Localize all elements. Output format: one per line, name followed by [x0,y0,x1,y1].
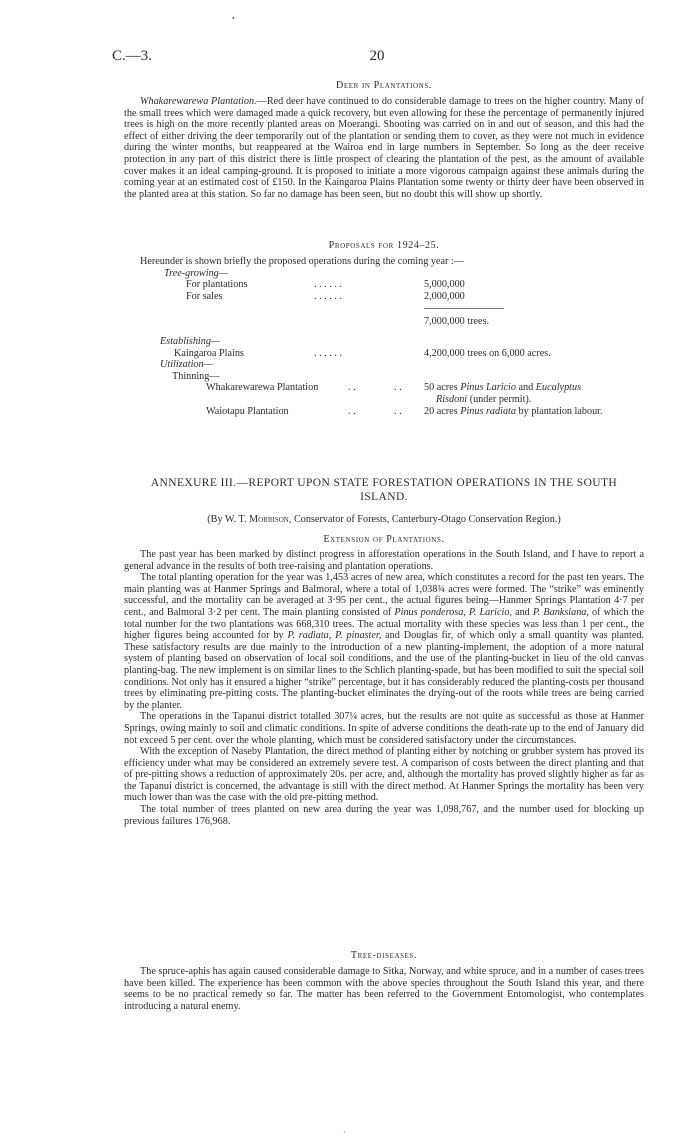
value-part: Pinus radiata [460,405,516,417]
print-dot: · [343,1128,346,1137]
label-kaingaroa: Kaingaroa Plains [174,347,244,359]
value-part: by plantation labour. [515,405,603,417]
section-title-tree-diseases: Tree-diseases. [350,950,418,961]
label-thinning: Thinning— [172,370,220,382]
value-whakarewarewa-cont [436,394,531,406]
row-whakarewarewa [124,382,644,394]
paragraph-extension-1: The past year has been marked by distinct progress in afforestation operations in the South Island, and I have to report a general advance in the results of both tree-raising and plantation operations. [124,549,644,572]
section-extension [124,534,644,827]
label-tree-growing: Tree-growing— [164,267,228,279]
text-part: Pinus ponderosa, P. Laricio, [394,606,512,618]
leader-dots: . . . . . . [314,290,343,302]
value-part: 50 acres [424,382,461,394]
row-waiotapu [124,406,644,418]
proposals-intro: Hereunder is shown briefly the proposed operations during the coming year :— [140,256,464,267]
text-part: and [512,606,533,618]
leader-dots: . . [394,382,402,394]
section-title-proposals: Proposals for 1924–25. [328,240,440,251]
proposals-table [124,256,644,417]
value-total-trees: 7,000,000 trees. [424,316,490,328]
paragraph-extension-4: With the exception of Naseby Plantation, the direct method of planting either by notching or grubber system has proved its efficiency under what may be considered an extremely severe test. A comparison of costs between the direct planting and that of pre-pitting shows a reduction of approximately 20s. per acre, and, although the mortality has proved slightly higher as far as the Tapanui district is concerned, the advantage is still with the direct method. At Hanmer Springs the mortality has been very much lower than was the case with the old pre-pitting method. [124,746,644,804]
label-for-sales: For sales [186,290,223,302]
label-waiotapu: Waiotapu Plantation [206,405,289,417]
row-tree-growing [124,268,644,280]
value-part: and [515,382,536,394]
value-whakarewarewa [424,382,581,394]
value-part: 20 acres [424,405,461,417]
leader-dots: . . [394,405,402,417]
row-whakarewarewa-cont [124,394,644,406]
value-part: Eucalyptus [535,382,582,394]
row-total-rule [124,302,644,316]
spacer [124,328,644,336]
annexure-title-line1: ANNEXURE III.—REPORT UPON STATE FORESTATION OPERATIONS IN THE SOUTH [150,477,618,489]
row-for-sales [124,291,644,303]
label-utilization: Utilization— [160,359,213,371]
lead-whakarewarewa: Whakarewarewa Plantation. [140,96,257,107]
value-kaingaroa: 4,200,000 trees on 6,000 acres. [424,347,551,359]
row-kaingaroa [124,348,644,360]
paragraph-extension-3: The operations in the Tapanui district totalled 307¼ acres, but the results are not quite as successful as those at Hanmer Springs, owing mainly to soil and climatic conditions. In spite of adverse conditions the death-rate up to the end of January did not exceed 5 per cent. over the whole planting, which must be considered satisfactory under the circumstances. [124,711,644,746]
row-establishing [124,336,644,348]
text-part: P. Banksiana, [532,606,589,618]
label-whakarewarewa: Whakarewarewa Plantation [206,382,319,394]
section-title-deer: Deer in Plantations. [336,80,432,91]
value-part: (under permit). [467,393,532,405]
sum-rule [424,308,504,309]
label-establishing: Establishing— [160,335,221,347]
section-proposals [124,240,644,251]
row-utilization [124,359,644,371]
row-total [124,316,644,328]
document-reference: C.—3. [112,48,153,64]
leader-dots: . . . . . . [314,347,343,359]
paragraph-extension-2 [124,572,644,711]
row-thinning [124,371,644,383]
deer-body: —Red deer have continued to do considerable damage to trees on the higher country. Many of the small trees which were damaged made a quick recovery, but even allowing for these the percentage of permanently injured trees is high on the more recently planted areas on Moerangi. Shooting was carried on in and out of season, and this had the effect of either driving the deer temporarily out of the plantation or sending them to cover, as they were not much in evidence during the winter months, but reappeared at the Wairoa end in large numbers in September. So long as the deer receive protection in any part of this district there is little prospect of clearing the plantation of the pest, as the amount of available cover makes it an ideal camping-ground. It is proposed to initiate a more vigorous campaign against these animals during the coming year at an estimated cost of £150. In the Kaingaroa Plains Plantation some twenty or thirty deer have been observed in the planted area at this station. So far no damage has been seen, but no doubt this will show up shortly. [124,96,645,200]
proposals-intro-row [124,256,644,268]
author-name: Morrison [249,514,289,525]
section-title-extension: Extension of Plantations. [323,534,445,545]
print-dot: • [232,14,235,23]
byline-part: (By W. T. [207,514,250,525]
row-for-plantations [124,279,644,291]
page-number: 20 [369,48,385,64]
byline [124,514,644,525]
paragraph-deer [124,96,644,200]
byline-part: , Conservator of Forests, Canterbury-Otago Conservation Region.) [288,514,561,525]
text-part: of which the total number for the two plantations was 668,310 trees. The actual mortality with these species was less than 1 per cent., the higher figures being accounted for by [124,606,644,642]
leader-dots: . . [348,382,356,394]
text-part: The total planting operation for the year was 1,453 acres of new area, which constitutes a record for the past ten years. The main planting was at Hanmer Springs and Balmoral, where a total of 1,038¾ acres were formed. The “strike” was eminently successful, and the mortality can be averaged at 3·95 per cent., the actual figures being—Hanmer Springs Plantation 4·7 per cent., and Balmoral 3·2 per cent. The main planting consisted of [124,572,644,618]
value-waiotapu [424,406,603,418]
leader-dots: . . . . . . [314,279,343,291]
paragraph-tree-diseases: The spruce-aphis has again caused considerable damage to Sitka, Norway, and white spruce, and in a number of cases trees have been killed. The experience has been common with the above species throughout the South Island this year, and there seems to be no practical remedy so far. The matter has been referred to the Government Entomologist, who contemplates introducing a natural enemy. [124,966,644,1012]
annexure-title-line2: ISLAND. [360,491,408,503]
paragraph-extension-5: The total number of trees planted on new area during the year was 1,098,767, and the number used for blocking up previous failures 176,968. [124,804,644,827]
value-part: Pinus Laricio [460,382,516,394]
leader-dots: . . [348,405,356,417]
text-part: and Douglas fir, of which only a small quantity was planted. These satisfactory results are due mainly to the introduction of a new planting-implement, the adoption of a more natural system of planting based on observation of local soil conditions, and the use of the planting-bucket in lieu of the old canvas planting-bag. The new implement is on similar lines to the Schlich planting-spade, but has been modified to suit the special soil conditions. Not only has it ensured a higher “strike” percentage, but it has considerably reduced the planting-costs per thousand trees by eliminating pre-pitting costs. The planting-bucket eliminates the drying-out of the roots while trees are being carried by the planter. [124,630,644,711]
page-header [112,48,642,68]
value-part: Risdoni [436,393,468,405]
annexure-heading [124,476,644,504]
section-tree-diseases [124,950,644,1012]
value-for-sales: 2,000,000 [424,290,465,302]
value-for-plantations: 5,000,000 [424,279,465,291]
text-part: P. radiata, P. pinaster, [287,630,382,642]
section-deer [124,80,644,200]
label-for-plantations: For plantations [186,279,248,291]
